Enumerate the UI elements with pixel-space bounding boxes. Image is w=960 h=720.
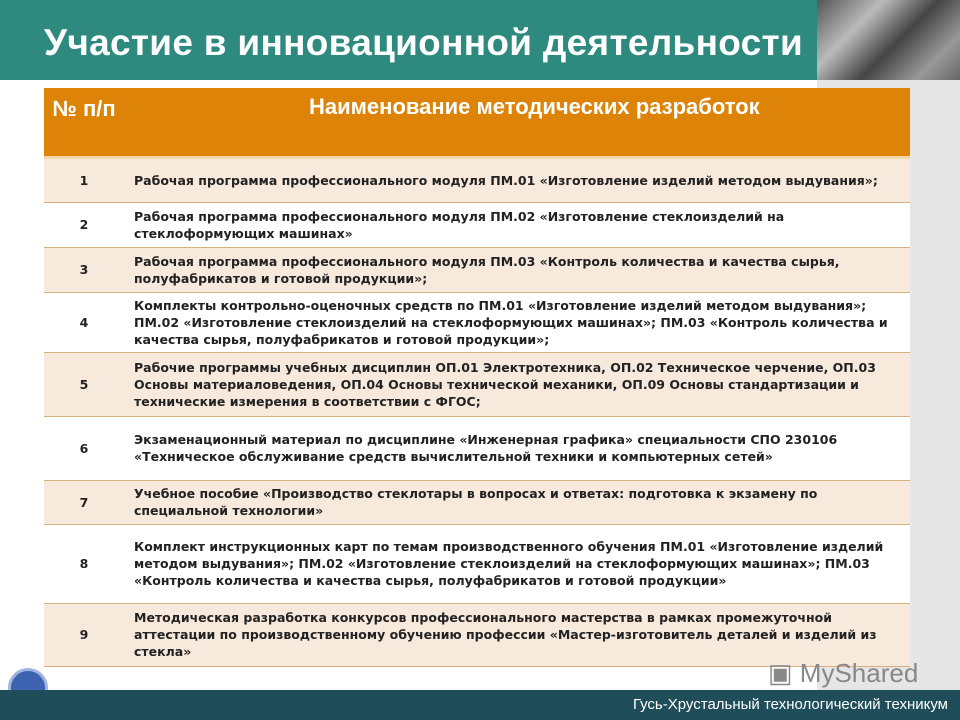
table-row	[44, 292, 910, 352]
row-number: 8	[44, 524, 124, 603]
table-row	[44, 247, 910, 292]
row-text: Комплект инструкционных карт по темам производственного обучения ПМ.01 «Изготовление изделий методом выдувания»; ПМ.02 «Изготовление стеклоизделий на стеклоформующих машинах»; ПМ.03 «Контроль количества и качества сырья, полуфабрикатов и готовой продукции»	[124, 524, 910, 603]
row-text: Методическая разработка конкурсов профессионального мастерства в рамках промежуточной аттестации по производственному обучению профессии «Мастер-изготовитель деталей и изделий из стекла»	[124, 603, 910, 666]
row-number: 4	[44, 292, 124, 352]
row-text: Рабочие программы учебных дисциплин ОП.01 Электротехника, ОП.02 Техническое черчение, ОП.03 Основы материаловедения, ОП.04 Основы технической механики, ОП.09 Основы стандартизации и технические измерения в соответствии с ФГОС;	[124, 352, 910, 416]
row-text: Экзаменационный материал по дисциплине «Инженерная графика» специальности СПО 230106 «Техническое обслуживание средств вычислительной техники и компьютерных сетей»	[124, 416, 910, 480]
row-number: 2	[44, 202, 124, 247]
row-number: 6	[44, 416, 124, 480]
watermark-text: MyShared	[799, 658, 919, 688]
table-row	[44, 202, 910, 247]
page-title: Участие в инновационной деятельности	[44, 22, 804, 63]
methods-table	[44, 88, 910, 667]
table-row	[44, 157, 910, 202]
footer-text: Гусь-Хрустальный технологический техникум	[632, 696, 948, 713]
row-number: 1	[44, 157, 124, 202]
table-row	[44, 352, 910, 416]
watermark: ▣ MyShared	[768, 658, 919, 688]
row-text: Рабочая программа профессионального модуля ПМ.03 «Контроль количества и качества сырья, полуфабрикатов и готовой продукции»;	[124, 247, 910, 292]
header-name: Наименование методических разработок	[124, 88, 910, 157]
footer-bar	[0, 690, 960, 720]
row-number: 3	[44, 247, 124, 292]
table-row	[44, 603, 910, 666]
header-num: № п/п	[44, 88, 124, 157]
table-row	[44, 480, 910, 524]
row-text: Рабочая программа профессионального модуля ПМ.01 «Изготовление изделий методом выдувания»;	[124, 157, 910, 202]
row-number: 7	[44, 480, 124, 524]
table-row	[44, 524, 910, 603]
row-text: Учебное пособие «Производство стеклотары в вопросах и ответах: подготовка к экзамену по специальной технологии»	[124, 480, 910, 524]
corner-image	[817, 0, 960, 80]
row-number: 9	[44, 603, 124, 666]
row-text: Комплекты контрольно-оценочных средств по ПМ.01 «Изготовление изделий методом выдувания»; ПМ.02 «Изготовление стеклоизделий на стеклоформующих машинах»; ПМ.03 «Контроль количества и качества сырья, полуфабрикатов и готовой продукции»;	[124, 292, 910, 352]
row-number: 5	[44, 352, 124, 416]
row-text: Рабочая программа профессионального модуля ПМ.02 «Изготовление стеклоизделий на стеклоформующих машинах»	[124, 202, 910, 247]
table-row	[44, 416, 910, 480]
